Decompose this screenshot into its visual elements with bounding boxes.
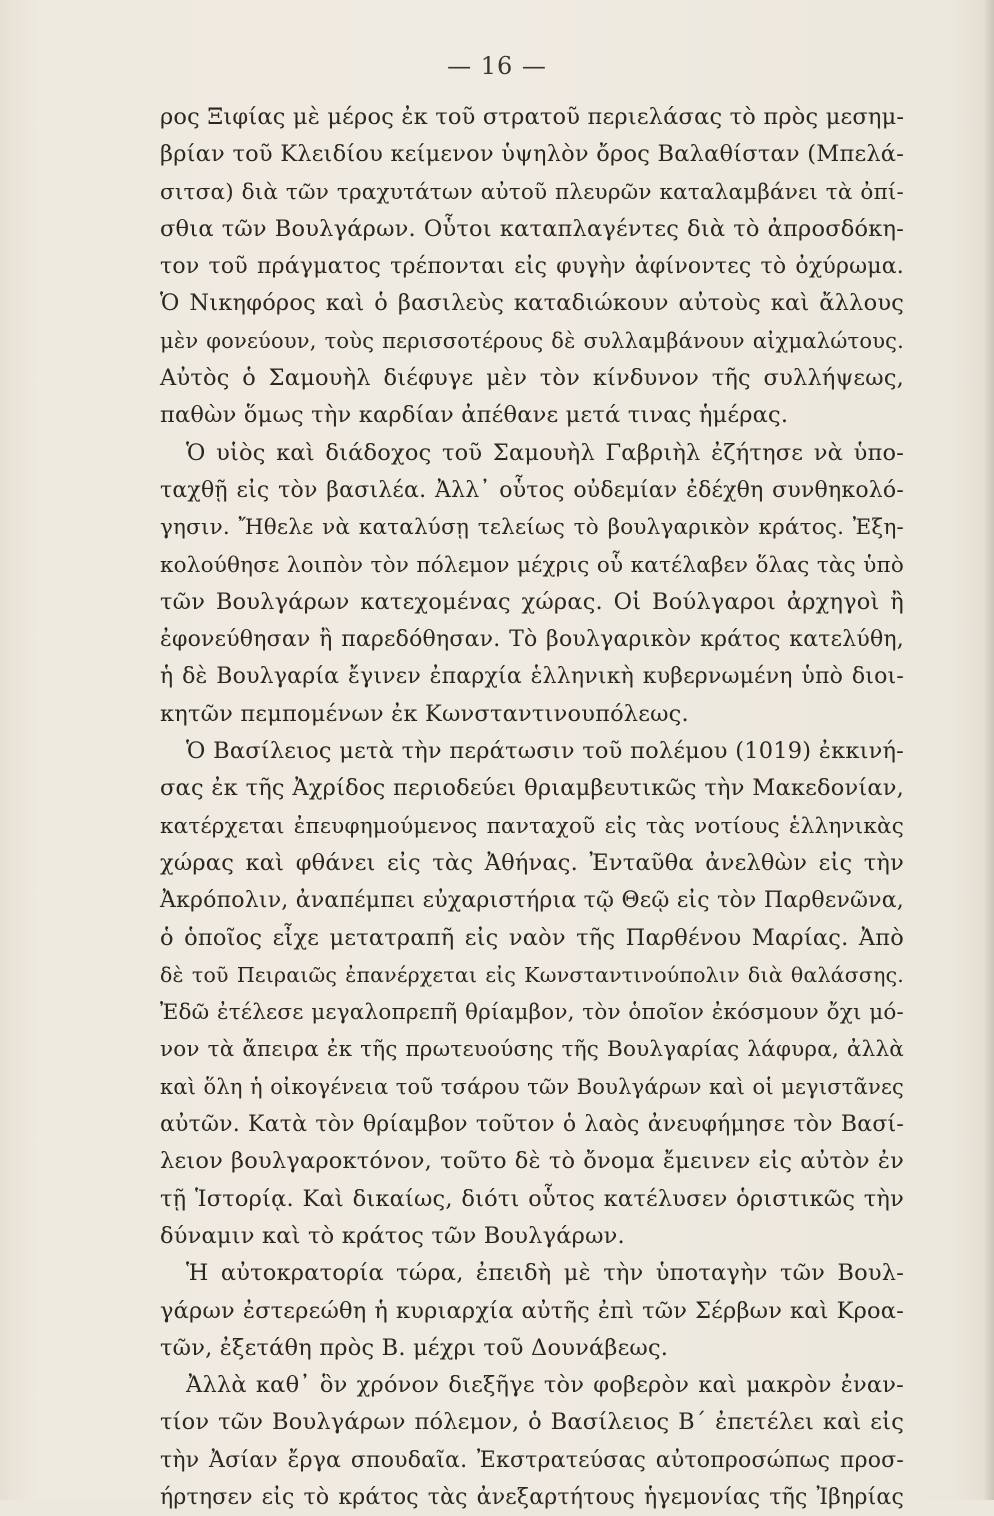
text-line: ὁ ὁποῖος εἶχε μετατραπῆ εἰς ναὸν τῆς Παρθένου Μαρίας. Ἀπὸ xyxy=(160,924,904,951)
paragraph-start-line: Ὁ Βασίλειος μετὰ τὴν περάτωσιν τοῦ πολέμου (1019) ἐκκινή- xyxy=(186,738,904,765)
text-line: χώρας καὶ φθάνει εἰς τὰς Ἀθήνας. Ἐνταῦθα ἀνελθὼν εἰς τὴν xyxy=(160,849,904,876)
text-line: κολούθησε λοιπὸν τὸν πόλεμον μέχρις οὗ κατέλαβεν ὅλας τὰς ὑπὸ xyxy=(160,552,904,578)
text-line: γάρων ἐστερεώθη ἡ κυριαρχία αὐτῆς ἐπὶ τῶν Σέρβων καὶ Κροα- xyxy=(160,1297,904,1324)
text-line: λειον βουλγαροκτόνον, τοῦτο δὲ τὸ ὄνομα ἔμεινεν εἰς αὐτὸν ἐν xyxy=(160,1148,904,1175)
body-text xyxy=(160,99,904,1516)
text-line: τῶν Βουλγάρων κατεχομένας χώρας. Οἱ Βούλγαροι ἀρχηγοὶ ἢ xyxy=(160,588,904,615)
page-number: — 16 — xyxy=(447,52,547,80)
text-line: γησιν. Ἤθελε νὰ καταλύσῃ τελείως τὸ βουλγαρικὸν κράτος. Ἐξη- xyxy=(160,515,904,541)
page-edge-shadow xyxy=(984,0,994,1500)
text-line: παθὼν ὅμως τὴν καρδίαν ἀπέθανε μετά τινας ἡμέρας. xyxy=(160,402,789,429)
text-line: τίον τῶν Βουλγάρων πόλεμον, ὁ Βασίλειος Β΄ ἐπετέλει καὶ εἰς xyxy=(160,1409,904,1436)
text-line: κατέρχεται ἐπευφημούμενος πανταχοῦ εἰς τὰς νοτίους ἑλληνικὰς xyxy=(160,813,904,839)
text-line: σας ἐκ τῆς Ἀχρίδος περιοδεύει θριαμβευτικῶς τὴν Μακεδονίαν, xyxy=(160,775,904,802)
text-line: σθια τῶν Βουλγάρων. Οὗτοι καταπλαγέντες διὰ τὸ ἀπροσδόκη- xyxy=(160,215,904,242)
text-line: τῇ Ἱστορίᾳ. Καὶ δικαίως, διότι οὗτος κατέλυσεν ὁριστικῶς τὴν xyxy=(160,1185,904,1212)
text-line: ἐφονεύθησαν ἢ παρεδόθησαν. Τὸ βουλγαρικὸν κράτος κατελύθη, xyxy=(160,627,904,653)
text-line: νον τὰ ἄπειρα ἐκ τῆς πρωτευούσης τῆς Βουλγαρίας λάφυρα, ἀλλὰ xyxy=(160,1037,904,1063)
text-line: ήρτησεν εἰς τὸ κράτος τὰς ἀνεξαρτήτους ἡγεμονίας τῆς Ἰβηρίας xyxy=(160,1484,904,1510)
text-line: κητῶν πεμπομένων ἐκ Κωνσταντινουπόλεως. xyxy=(160,700,689,727)
text-line: τον τοῦ πράγματος τρέπονται εἰς φυγὴν ἀφίνοντες τὸ ὀχύρωμα. xyxy=(160,254,904,280)
text-line: βρίαν τοῦ Κλειδίου κείμενον ὑψηλὸν ὄρος Βαλαθίσταν (Μπελά- xyxy=(160,141,904,168)
text-line: Ἀκρόπολιν, ἀναπέμπει εὐχαριστήρια τῷ Θεῷ εἰς τὸν Παρθενῶνα, xyxy=(160,888,904,914)
text-line: Αὐτὸς ὁ Σαμουὴλ διέφυγε μὲν τὸν κίνδυνον τῆς συλλήψεως, xyxy=(160,365,904,392)
text-line: μὲν φονεύουν, τοὺς περισσοτέρους δὲ συλλαμβάνουν αἰχμαλώτους. xyxy=(160,328,904,353)
text-line: ταχθῇ εἰς τὸν βασιλέα. Ἀλλ᾽ οὗτος οὐδεμίαν ἐδέχθη συνθηκολό- xyxy=(160,477,904,503)
paragraph-start-line: Ἡ αὐτοκρατορία τώρα, ἐπειδὴ μὲ τὴν ὑποταγὴν τῶν Βουλ- xyxy=(186,1260,904,1287)
paragraph-start-line: Ἀλλὰ καθ᾽ ὃν χρόνον διεξῆγε τὸν φοβερὸν καὶ μακρὸν ἐναν- xyxy=(186,1372,904,1399)
text-line: τῶν, ἐξετάθη πρὸς Β. μέχρι τοῦ Δουνάβεως. xyxy=(160,1334,669,1361)
text-line: Ἐδῶ ἐτέλεσε μεγαλοπρεπῆ θρίαμβον, τὸν ὁποῖον ἐκόσμουν ὄχι μό- xyxy=(160,1000,904,1026)
text-line: τὴν Ἀσίαν ἔργα σπουδαῖα. Ἐκστρατεύσας αὐτοπροσώπως προσ- xyxy=(160,1447,904,1473)
text-line: σιτσα) διὰ τῶν τραχυτάτων αὐτοῦ πλευρῶν καταλαμβάνει τὰ ὀπί- xyxy=(160,179,904,205)
text-line: καὶ ὅλη ἡ οἰκογένεια τοῦ τσάρου τῶν Βουλγάρων καὶ οἱ μεγιστᾶνες xyxy=(160,1074,904,1099)
text-line: Ὁ Νικηφόρος καὶ ὁ βασιλεὺς καταδιώκουν αὐτοὺς καὶ ἄλλους xyxy=(160,290,904,317)
text-line: αὐτῶν. Κατὰ τὸν θρίαμβον τοῦτον ὁ λαὸς ἀνευφήμησε τὸν Βασί- xyxy=(160,1112,904,1138)
paragraph-start-line: Ὁ υἱὸς καὶ διάδοχος τοῦ Σαμουὴλ Γαβριὴλ ἐζήτησε νὰ ὑπο- xyxy=(186,439,904,466)
text-line: δύναμιν καὶ τὸ κράτος τῶν Βουλγάρων. xyxy=(160,1222,625,1249)
text-line: ἡ δὲ Βουλγαρία ἔγινεν ἐπαρχία ἑλληνικὴ κυβερνωμένη ὑπὸ διοι- xyxy=(160,664,904,690)
text-line: δὲ τοῦ Πειραιῶς ἐπανέρχεται εἰς Κωνσταντινούπολιν διὰ θαλάσσης. xyxy=(160,962,904,987)
text-line: ρος Ξιφίας μὲ μέρος ἐκ τοῦ στρατοῦ περιελάσας τὸ πρὸς μεσημ- xyxy=(160,104,905,130)
